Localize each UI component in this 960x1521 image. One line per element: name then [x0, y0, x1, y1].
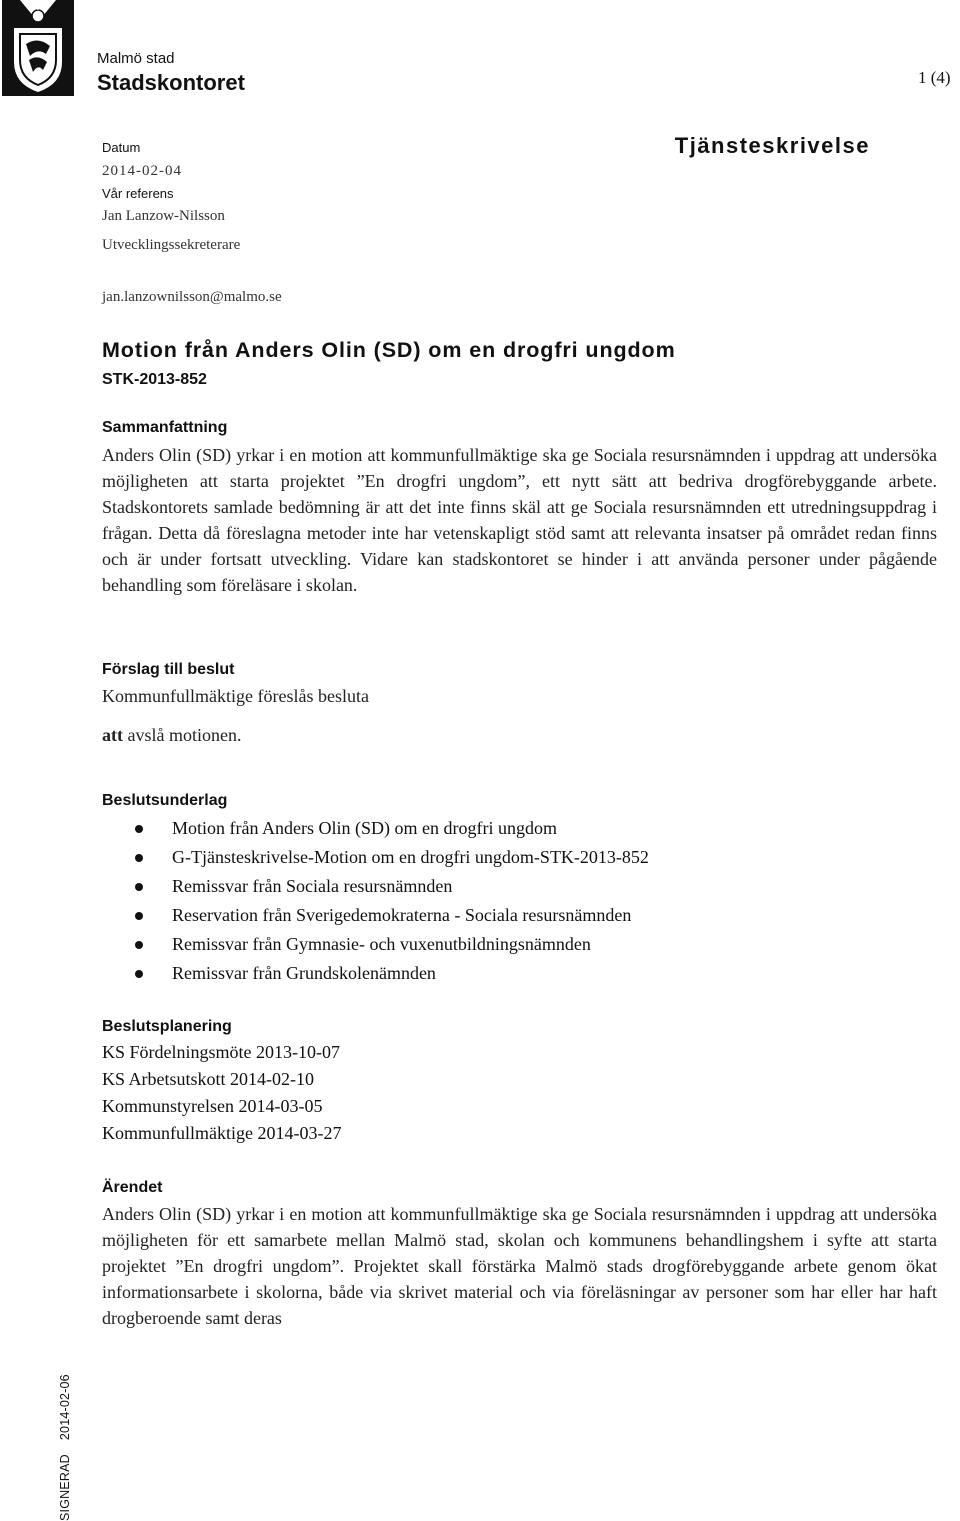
malmo-coat-of-arms-icon: [2, 0, 74, 96]
summary-text: Anders Olin (SD) yrkar i en motion att kommunfullmäktige ska ge Sociala resursnämnden i uppdrag att undersöka möjligheten att starta projektet ”En drogfri ungdom”, ett nytt sätt att bedriva drogförebyggande arbete. Stadskontorets samlade bedömning är att det inte finns skäl att ge Sociala resursnämnden ett utredningsuppdrag i frågan. Detta då föreslagna metoder inte har vetenskapligt stöd samt att relevanta insatser på området redan finns och är under fortsatt utveckling. Vidare kan stadskontoret se hinder i att använda personer under pågående behandling som föreläsare i skolan.: [102, 445, 937, 595]
list-item-text: Remissvar från Sociala resursnämnden: [172, 876, 453, 896]
basis-heading: Beslutsunderlag: [102, 792, 228, 809]
bullet-icon: [135, 912, 143, 920]
bullet-icon: [135, 825, 143, 833]
planning-item: KS Arbetsutskott 2014-02-10: [102, 1069, 315, 1089]
list-item: [102, 930, 649, 959]
org-office: Stadskontoret: [97, 70, 245, 95]
summary-heading: Sammanfattning: [102, 419, 228, 436]
reference-title: Utvecklingssekreterare: [102, 237, 241, 253]
list-item-text: G-Tjänsteskrivelse-Motion om en drogfri ungdom-STK-2013-852: [172, 847, 649, 867]
reference-name: Jan Lanzow-Nilsson: [102, 208, 225, 224]
bullet-icon: [135, 883, 143, 891]
proposal-heading: Förslag till beslut: [102, 661, 235, 678]
page-number: 1 (4): [918, 68, 951, 87]
list-item: [102, 901, 649, 930]
decision-keyword: att: [102, 725, 123, 745]
decision-text: avslå motionen.: [123, 725, 242, 745]
proposal-decision: [102, 722, 937, 748]
list-item-text: Remissvar från Gymnasie- och vuxenutbildningsnämnden: [172, 934, 591, 954]
planning-list: [102, 1039, 341, 1147]
case-number: STK-2013-852: [102, 371, 207, 388]
signed-date: 2014-02-06: [58, 1374, 72, 1441]
date-value: 2014-02-04: [102, 163, 182, 179]
bullet-icon: [135, 941, 143, 949]
list-item: [102, 959, 649, 988]
basis-list: [102, 814, 649, 988]
planning-heading: Beslutsplanering: [102, 1018, 232, 1035]
document-type: Tjänsteskrivelse: [674, 133, 870, 158]
signed-stamp: [58, 1360, 72, 1521]
signed-label: SIGNERAD: [58, 1454, 72, 1521]
document-title: Motion från Anders Olin (SD) om en drogfri ungdom: [102, 338, 676, 362]
list-item-text: Motion från Anders Olin (SD) om en drogfri ungdom: [172, 818, 557, 838]
list-item: [102, 814, 649, 843]
planning-item: KS Fördelningsmöte 2013-10-07: [102, 1042, 340, 1062]
proposal-line: Kommunfullmäktige föreslås besluta: [102, 686, 369, 706]
matter-heading: Ärendet: [102, 1179, 163, 1196]
reference-email: jan.lanzownilsson@malmo.se: [102, 289, 282, 305]
list-item: [102, 843, 649, 872]
list-item: [102, 872, 649, 901]
reference-label: Vår referens: [102, 186, 174, 201]
list-item-text: Reservation från Sverigedemokraterna - Sociala resursnämnden: [172, 905, 632, 925]
planning-item: Kommunstyrelsen 2014-03-05: [102, 1096, 323, 1116]
bullet-icon: [135, 854, 143, 862]
bullet-icon: [135, 970, 143, 978]
list-item-text: Remissvar från Grundskolenämnden: [172, 963, 436, 983]
org-city: Malmö stad: [97, 50, 175, 67]
date-label: Datum: [102, 140, 141, 155]
matter-text: Anders Olin (SD) yrkar i en motion att kommunfullmäktige ska ge Sociala resursnämnden i uppdrag att undersöka möjligheten för ett samarbete mellan Malmö stad, skolan och kommunens behandlingshem i syfte att starta projektet ”En drogfri ungdom”. Projektet skall förstärka Malmö stads drogförebyggande arbete genom ökat informationsarbete i skolorna, både via skrivet material och via föreläsningar av personer som har eller har haft drogberoende samt deras: [102, 1204, 937, 1328]
planning-item: Kommunfullmäktige 2014-03-27: [102, 1123, 342, 1143]
